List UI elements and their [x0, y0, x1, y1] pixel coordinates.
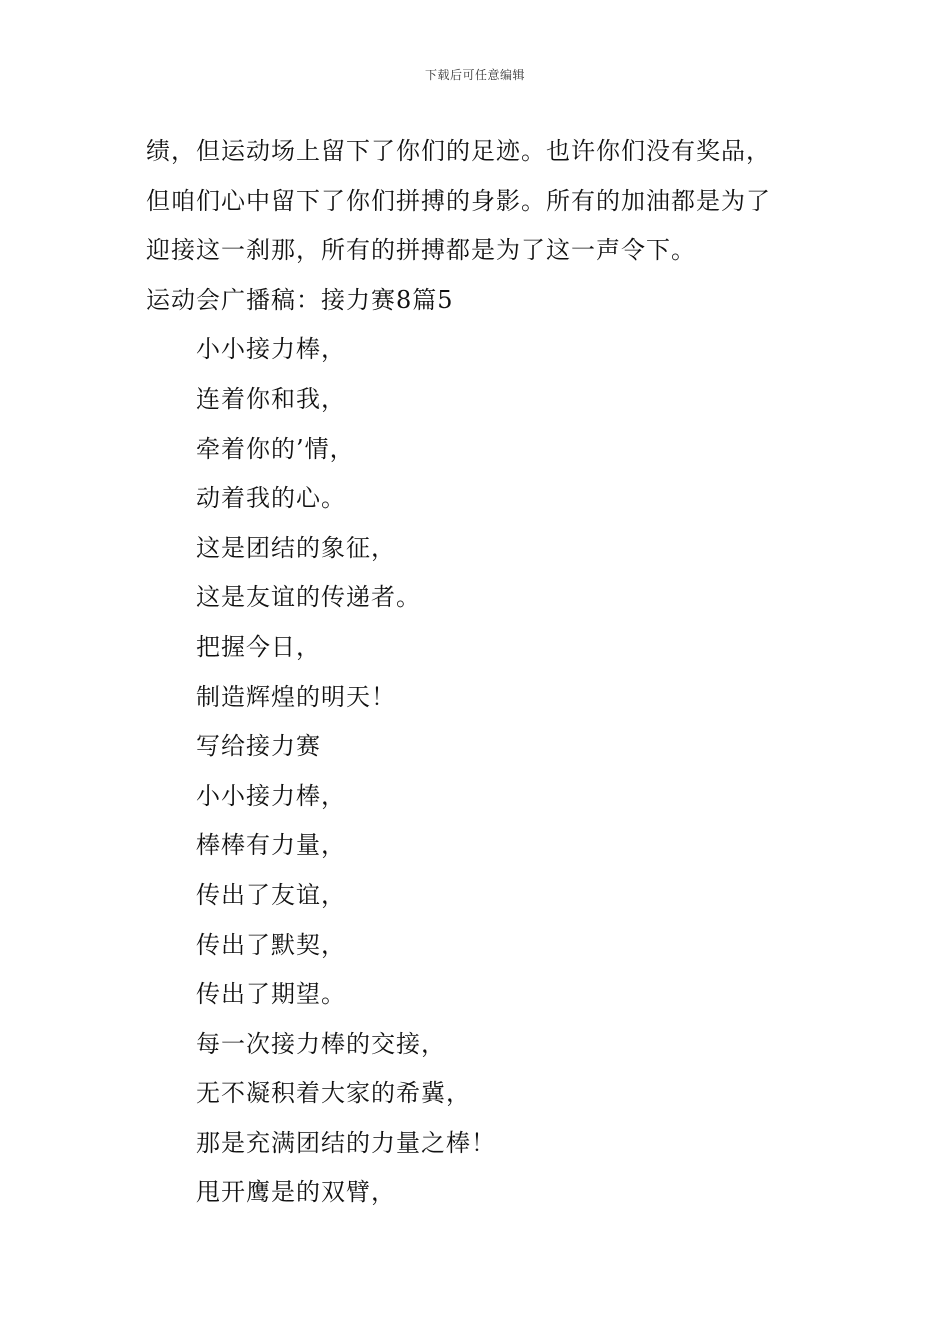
poem-subtitle: 写给接力赛	[196, 732, 321, 761]
document-body	[146, 127, 826, 1218]
poem-line: 小小接力棒，	[196, 335, 346, 364]
paragraph-line: 但咱们心中留下了你们拼搏的身影。所有的加油都是为了	[146, 186, 771, 215]
poem-line: 无不凝积着大家的希冀，	[196, 1079, 471, 1108]
poem-line: 制造辉煌的明天！	[196, 682, 396, 711]
poem-line: 棒棒有力量，	[196, 831, 346, 860]
poem-line: 这是友谊的传递者。	[196, 583, 421, 612]
poem-line: 那是充满团结的力量之棒！	[196, 1128, 496, 1157]
header-note: 下载后可任意编辑	[424, 68, 525, 82]
poem-line: 传出了期望。	[196, 980, 346, 1009]
poem-line: 小小接力棒，	[196, 781, 346, 810]
poem-line: 把握今日，	[196, 632, 321, 661]
poem-line: 传出了友谊，	[196, 880, 346, 909]
paragraph-line: 绩，但运动场上留下了你们的足迹。也许你们没有奖品，	[146, 137, 771, 165]
paragraph-line: 迎接这一刹那，所有的拼搏都是为了这一声令下。	[146, 236, 696, 265]
poem-line: 牵着你的’情，	[196, 434, 355, 463]
poem-line: 传出了默契，	[196, 930, 346, 959]
poem-line: 甩开鹰是的双臂，	[196, 1178, 396, 1207]
poem-line: 连着你和我，	[196, 384, 346, 413]
poem-line: 动着我的心。	[196, 484, 346, 513]
section-title: 运动会广播稿：接力赛8篇5	[146, 285, 454, 314]
poem-line: 每一次接力棒的交接，	[196, 1029, 446, 1058]
poem-line: 这是团结的象征，	[196, 533, 396, 562]
